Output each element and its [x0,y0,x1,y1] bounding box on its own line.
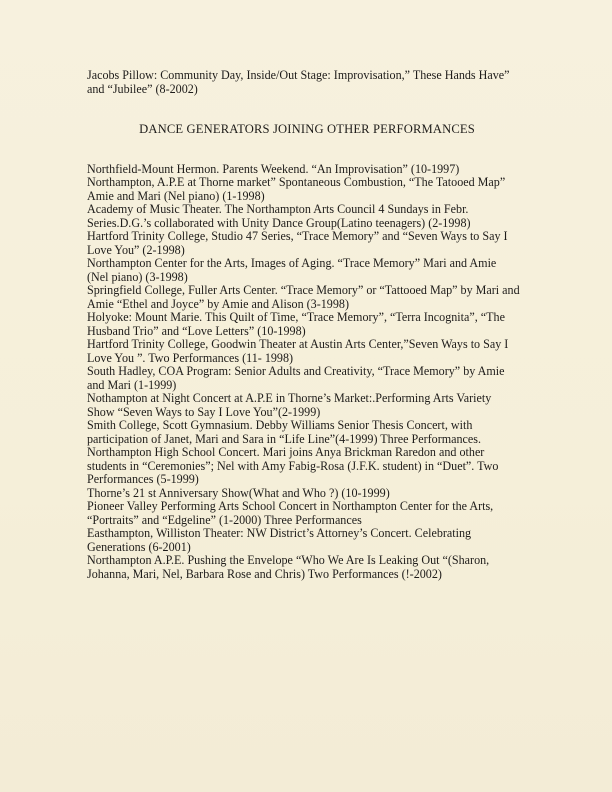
list-line: Springfield College, Fuller Arts Center. “Trace Memory” or “Tattooed Map” by Mari and [87,283,520,297]
intro-line: and “Jubilee” (8-2002) [87,81,198,96]
list-line: Northampton Center for the Arts, Images of Aging. “Trace Memory” Mari and Amie [87,256,497,270]
page-content [87,69,527,581]
list-line: Generations (6-2001) [87,539,191,554]
list-line: and Mari (1-1999) [87,377,177,392]
list-line: Northfield-Mount Hermon. Parents Weekend. “An Improvisation” (10-1997) [87,161,460,176]
list-line: “Portraits” and “Edgeline” (1-2000) Three Performances [87,512,362,527]
list-line: Performances (5-1999) [87,472,199,486]
intro-line: Jacobs Pillow: Community Day, Inside/Out Stage: Improvisation,” These Hands Have” [87,68,510,82]
list-line: Johanna, Mari, Nel, Barbara Rose and Chris) Two Performances (!-2002) [87,566,442,581]
list-line: Thorne’s 21 st Anniversary Show(What and Who ?) (10-1999) [87,485,390,500]
list-line: Holyoke: Mount Marie. This Quilt of Time, “Trace Memory”, “Terra Incognita”, “The [87,310,505,324]
list-line: Series.D.G.’s collaborated with Unity Dance Group(Latino teenagers) (2-1998) [87,215,471,230]
list-line: (Nel piano) (3-1998) [87,269,188,284]
list-line: Love You ”. Two Performances (11- 1998) [87,350,294,365]
performance-list [87,163,527,582]
list-line: Nothampton at Night Concert at A.P.E in Thorne’s Market:.Performing Arts Variety [87,391,492,405]
list-line: Smith College, Scott Gymnasium. Debby Williams Senior Thesis Concert, with [87,418,473,432]
intro-paragraph [87,69,527,96]
list-line: Pioneer Valley Performing Arts School Concert in Northampton Center for the Arts, [87,499,494,513]
list-line: Show “Seven Ways to Say I Love You”(2-1999) [87,404,321,419]
list-line: South Hadley, COA Program: Senior Adults and Creativity, “Trace Memory” by Amie [87,364,505,378]
list-line: students in “Ceremonies”; Nel with Amy Fabig-Rosa (J.F.K. student) in “Duet”. Two [87,458,499,473]
list-line: Easthampton, Williston Theater: NW District’s Attorney’s Concert. Celebrating [87,526,472,540]
list-line: Northampton A.P.E. Pushing the Envelope “Who We Are Is Leaking Out “(Sharon, [87,553,490,567]
list-line: Academy of Music Theater. The Northampton Arts Council 4 Sundays in Febr. [87,202,469,216]
list-line: Amie “Ethel and Joyce” by Amie and Alison (3-1998) [87,296,349,311]
list-line: participation of Janet, Mari and Sara in “Life Line”(4-1999) Three Performances. [87,431,482,446]
list-line: Northampton, A.P.E at Thorne market” Spontaneous Combustion, “The Tatooed Map” [87,175,506,189]
section-heading: DANCE GENERATORS JOINING OTHER PERFORMANCES [139,122,475,136]
list-line: Amie and Mari (Nel piano) (1-1998) [87,188,265,203]
list-line: Love You” (2-1998) [87,242,185,257]
list-line: Hartford Trinity College, Studio 47 Series, “Trace Memory” and “Seven Ways to Say I [87,229,508,243]
list-line: Northampton High School Concert. Mari joins Anya Brickman Raredon and other [87,445,485,459]
list-line: Husband Trio” and “Love Letters” (10-1998) [87,323,306,338]
list-line: Hartford Trinity College, Goodwin Theater at Austin Arts Center,”Seven Ways to Say I [87,337,509,351]
